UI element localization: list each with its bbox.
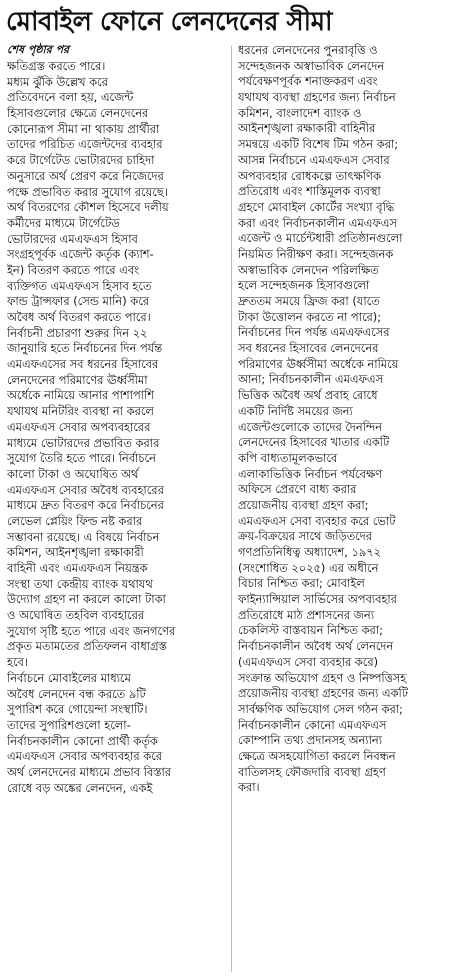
text-line: তাদের সুপারিশগুলো হলো- xyxy=(7,717,131,732)
text-line: জানুয়ারি হতে নির্বাচনের দিন পর্যন্ত xyxy=(7,341,163,356)
text-line: হিসাবগুলোর ক্ষেত্রে লেনদেনের xyxy=(7,106,149,121)
text-line: এমএফএস সেবার অপব্যবহারের xyxy=(7,419,151,434)
text-line: করা। xyxy=(238,780,260,795)
text-line: কোনোরূপ সীমা না থাকায় প্রার্থীরা xyxy=(7,121,160,136)
text-line: প্রকৃত মতামতের প্রতিফলন বাধাগ্রস্ত xyxy=(7,639,167,654)
text-line: বিচার নিশ্চিত করা; মোবাইল xyxy=(238,576,365,591)
text-line: সংগ্রহপূর্বক এজেন্ট কর্তৃক (ক্যাশ- xyxy=(7,247,154,262)
text-line: পর্যবেক্ষণপূর্বক শনাক্তকরণ এবং xyxy=(238,74,378,89)
text-line: (সংশোধিত ২০২৫) এর অধীনে xyxy=(238,560,379,575)
text-line: বাহিনী এবং এমএফএস নিয়ন্ত্রক xyxy=(7,561,148,575)
text-line: অর্থ লেনদেনের মাধ্যমে প্রভাব বিস্তার xyxy=(7,764,172,779)
text-line: একটি নির্দিষ্ট সময়ের জন্য xyxy=(238,403,353,418)
text-line: এলাকাভিত্তিক নির্বাচন পর্যবেক্ষণ xyxy=(238,466,383,481)
text-line: দ্রুততম সময়ে ফ্রিজ করা (যাতে xyxy=(238,294,380,308)
continuation-byline: শেষ পৃষ্ঠার পর xyxy=(7,43,70,56)
text-line: পক্ষে প্রভাবিত করার সুযোগ রয়েছে। xyxy=(7,184,168,199)
text-line: ভিত্তিক অবৈধ অর্থ প্রবাহ রোধে xyxy=(238,388,378,403)
text-line: নির্বাচনকালীন কোনো এমএফএস xyxy=(238,717,387,732)
text-line: সুযোগ তৈরি হতে পারে। নির্বাচনে xyxy=(7,451,156,466)
article-column-left xyxy=(7,43,231,973)
left-column-text xyxy=(7,59,231,796)
text-line: প্রয়োজনীয় ব্যবস্থা গ্রহণ করা; xyxy=(238,497,369,512)
text-line: আসন্ন নির্বাচনে এমএফএস সেবার xyxy=(238,152,390,167)
text-line: ও অঘোষিত তহবিল ব্যবহারের xyxy=(7,608,145,623)
text-line: নির্বাচনকালীন কোনো প্রার্থী কর্তৃক xyxy=(7,733,158,748)
text-line: এমএফএসের সব ধরনের হিসাবের xyxy=(7,357,159,372)
text-line: অবৈধ অর্থ বিতরণ করতে পারে। xyxy=(7,310,151,324)
text-line: ক্রয়-বিক্রয়ের সাথে জড়িতদের xyxy=(238,529,372,544)
text-line: করে টার্গেটেড ভোটারদের চাহিদা xyxy=(7,153,155,168)
text-line: নির্বাচনে মোবাইলের মাধ্যমে xyxy=(7,670,131,685)
text-line: পরিমাণের ঊর্ধ্বসীমা অর্ধেকে নামিয়ে xyxy=(238,356,399,371)
text-line: এজেন্ট ও মার্চেন্টধারী প্রতিষ্ঠানগুলো xyxy=(238,231,403,246)
text-line: অফিসে প্রেরণে বাধ্য করার xyxy=(238,482,357,497)
text-line: চেকলিস্ট বাস্তবায়ন নিশ্চিত করা; xyxy=(238,623,383,638)
text-line: সংক্রান্ত অভিযোগ গ্রহণ ও নিষ্পত্তিসহ xyxy=(238,670,407,685)
text-line: নির্বাচনকালীন অবৈধ অর্থ লেনদেন xyxy=(238,639,394,654)
text-line: এজেন্টগুলোকে তাদের দৈনন্দিন xyxy=(238,419,382,434)
text-line: অর্থ বিতরণের কৌশল হিসেবে দলীয় xyxy=(7,200,169,215)
text-line: লেনদেনের হিসাবের খাতার একটি xyxy=(238,435,390,450)
text-line: টাকা উত্তোলন করতে না পারে); xyxy=(238,309,382,324)
text-line: আইনশৃঙ্খলা রক্ষাকারী বাহিনীর xyxy=(238,121,376,136)
text-line: এমএফএস সেবার অপব্যবহার করে xyxy=(7,749,163,764)
text-line: যথাযথ মনিটরিং ব্যবস্থা না করলে xyxy=(7,404,154,419)
text-line: সংস্থা তথা কেন্দ্রীয় ব্যাংক যথাযথ xyxy=(7,576,153,591)
text-line: লেভেল প্লেয়িং ফিল্ড নষ্ট করার xyxy=(7,513,143,528)
text-line: অর্ধেকে নামিয়ে আনার পাশাপাশি xyxy=(7,388,154,403)
text-line: সুযোগ সৃষ্টি হতে পারে এবং জনগণের xyxy=(7,623,176,638)
text-line: আনা; নির্বাচনকালীন এমএফএস xyxy=(238,372,384,387)
text-line: লেনদেনের পরিমাণের ঊর্ধ্বসীমা xyxy=(7,372,148,387)
text-line: (এমএফএস সেবা ব্যবহার করে) xyxy=(238,654,379,669)
text-line: প্রতিবেদনে বলা হয়, এজেন্ট xyxy=(7,90,134,105)
text-line: হলে সন্দেহজনক হিসাবগুলো xyxy=(238,278,370,293)
text-line: অপব্যবহার রোধকল্পে তাৎক্ষণিক xyxy=(238,168,381,183)
headline: মোবাইল ফোনে লেনদেনের সীমা xyxy=(6,7,333,37)
text-line: উদ্যোগ গ্রহণ না করলে কালো টাকা xyxy=(7,592,166,607)
text-line: যথাযথ ব্যবস্থা গ্রহণের জন্য নির্বাচন xyxy=(238,90,396,105)
text-line: নির্বাচনী প্রচারণা শুরুর দিন ২২ xyxy=(7,325,148,340)
text-line: ক্ষতিগ্রস্ত করতে পারে। xyxy=(7,59,106,73)
text-line: মাধ্যমে দ্রুত বিতরণ করে নির্বাচনের xyxy=(7,498,164,513)
text-line: সমন্বয়ে একটি বিশেষ টিম গঠন করা; xyxy=(238,137,399,152)
text-line: ধরনের লেনদেনের পুনরাবৃত্তি ও xyxy=(238,43,378,57)
text-line: ভোটারদের এমএফএস হিসাব xyxy=(7,231,138,246)
text-line: কমিশন, বাংলাদেশ ব্যাংক ও xyxy=(238,105,362,120)
text-line: কপি বাধ্যতামূলকভাবে xyxy=(238,450,338,465)
text-line: সম্ভাবনা রয়েছে। এ বিষয়ে নির্বাচন xyxy=(7,529,160,544)
text-line: প্রয়োজনীয় ব্যবস্থা গ্রহণের জন্য একটি xyxy=(238,686,408,701)
text-line: কালো টাকা ও অঘোষিত অর্থ xyxy=(7,466,139,481)
text-line: সুপারিশ করে গোয়েন্দা সংস্থাটি। xyxy=(7,702,148,717)
article-column-right xyxy=(238,43,462,973)
text-line: অস্বাভাবিক লেনদেন পরিলক্ষিত xyxy=(238,262,379,277)
text-line: গণপ্রতিনিধিত্ব অধ্যাদেশ, ১৯৭২ xyxy=(238,545,382,559)
text-line: তাদের পরিচিত এজেন্টদের ব্যবহার xyxy=(7,137,163,152)
text-line: নিয়মিত নিরীক্ষণ করা। সন্দেহজনক xyxy=(238,246,394,261)
text-line: কোম্পানি তথ্য প্রদানসহ অন্যান্য xyxy=(238,733,383,748)
text-line: রোধে বড় অঙ্কের লেনদেন, একই xyxy=(7,780,153,795)
text-line: ক্ষেত্রে অসহযোগিতা করলে নিবন্ধন xyxy=(238,748,396,763)
text-line: অনুসারে অর্থ প্রেরণ করে নিজেদের xyxy=(7,168,164,183)
text-line: সব ধরনের হিসাবের লেনদেনের xyxy=(238,341,379,356)
text-line: কর্মীদের মাধ্যমে টার্গেটেড xyxy=(7,215,120,230)
text-line: করা এবং নির্বাচনকালীন এমএফএস xyxy=(238,215,397,230)
text-line: মাধ্যমে ভোটারদের প্রভাবিত করার xyxy=(7,435,160,450)
text-line: কমিশন, আইনশৃঙ্খলা রক্ষাকারী xyxy=(7,545,144,560)
right-column-text xyxy=(238,43,462,796)
text-line: সন্দেহজনক অস্বাভাবিক লেনদেন xyxy=(238,58,385,73)
column-divider xyxy=(231,46,232,972)
text-line: হবে। xyxy=(7,655,28,670)
text-line: সার্বক্ষণিক অভিযোগ সেল গঠন করা; xyxy=(238,701,403,716)
text-line: ফাইন্যান্সিয়াল সার্ভিসের অপব্যবহার xyxy=(238,592,397,607)
text-line: ইন) বিতরণ করতে পারে এবং xyxy=(7,262,140,277)
text-line: প্রতিরোধ এবং শাস্তিমূলক ব্যবস্থা xyxy=(238,184,381,199)
text-line: ব্যক্তিগত এমএফএস হিসাব হতে xyxy=(7,278,152,293)
text-line: নির্বাচনের দিন পর্যন্ত এমএফএসের xyxy=(238,325,390,340)
text-line: ফান্ড ট্রান্সফার (সেন্ড মানি) করে xyxy=(7,294,150,309)
text-line: প্রতিরোধে মাঠ প্রশাসনের জন্য xyxy=(238,607,374,622)
text-line: এমএফএস সেবার অবৈধ ব্যবহারের xyxy=(7,482,164,497)
text-line: মধ্যম ঝুঁকি উল্লেখ করে xyxy=(7,74,108,89)
text-line: বাতিলসহ ফৌজদারি ব্যবস্থা গ্রহণ xyxy=(238,764,386,779)
text-line: এমএফএস সেবা ব্যবহার করে ভোট xyxy=(238,513,396,528)
text-line: অবৈধ লেনদেন বন্ধ করতে ৯টি xyxy=(7,686,146,701)
text-line: গ্রহণে মোবাইল কোর্টের সংখ্যা বৃদ্ধি xyxy=(238,199,395,214)
